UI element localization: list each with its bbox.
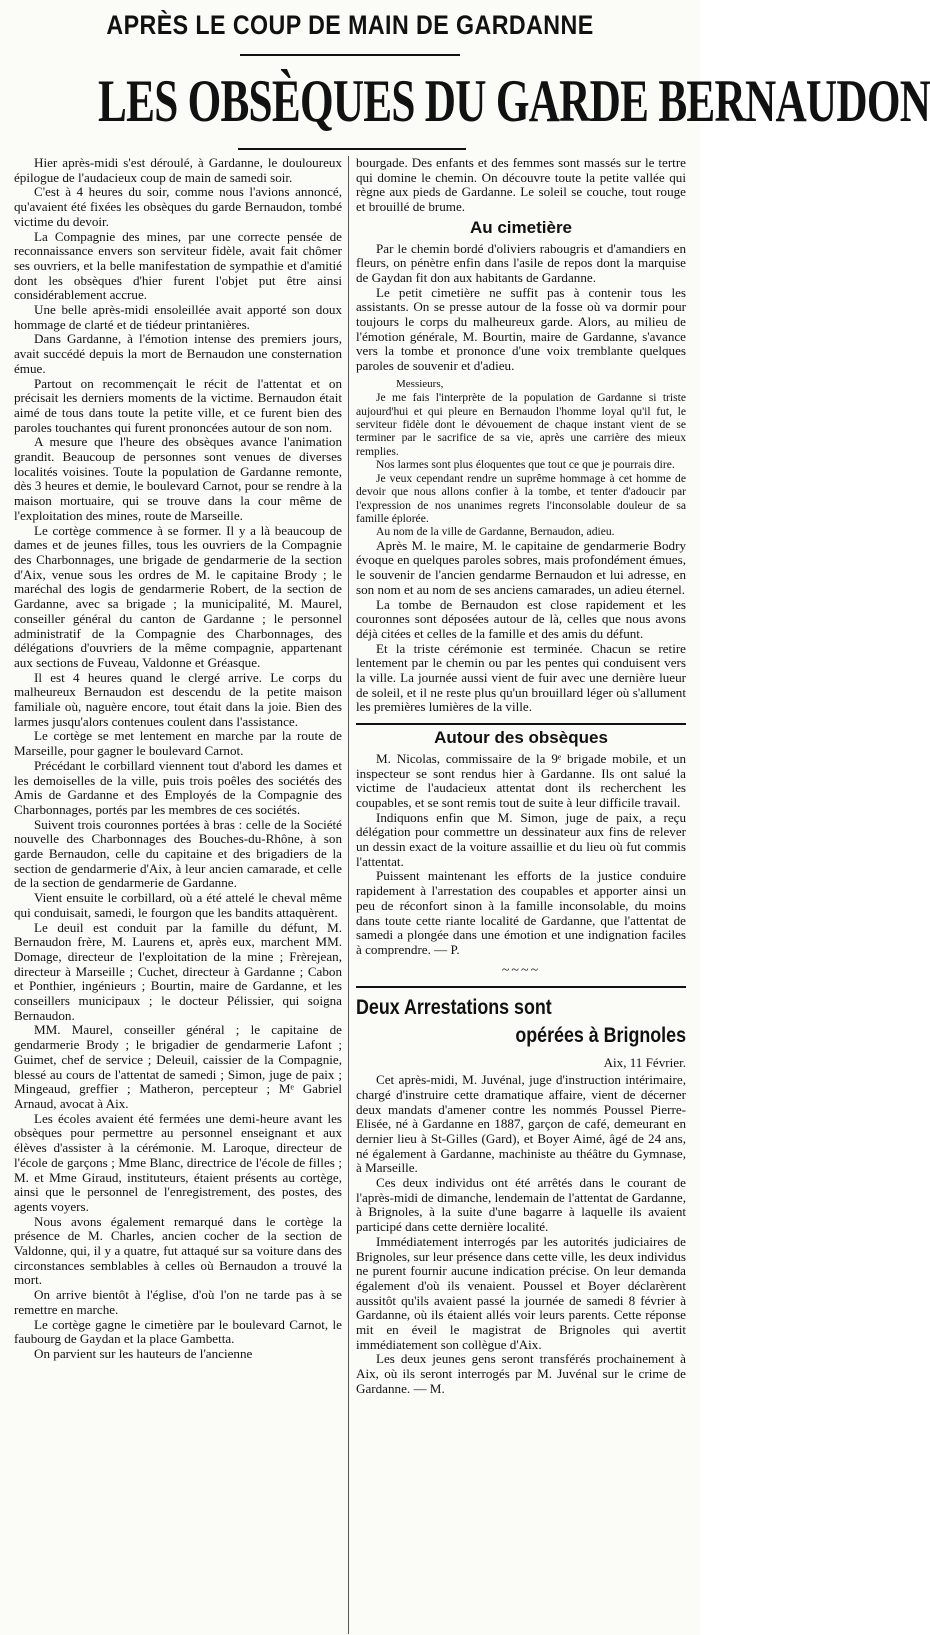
- arrests-headline-line2: opérées à Brignoles: [515, 1024, 686, 1048]
- paragraph: Ces deux individus ont été arrêtés dans le courant de l'après-midi de dimanche, lendemain de l'attentat de Gardanne, à Brignoles, à la suite d'une bagarre à laquelle ils avaient participé dans cette dernière localité.: [356, 1175, 686, 1235]
- paragraph: bourgade. Des enfants et des femmes sont massés sur le tertre qui domine le chemin. On découvre toute la petite vallée qui règne aux pieds de Gardanne. Le soleil se couche, tout rouge et brouillé de brume.: [356, 155, 686, 215]
- paragraph: Indiquons enfin que M. Simon, juge de paix, a reçu délégation pour commettre un dessinateur aux fins de relever un dessin exact de la voiture assaillie et du lieu où fut commis l'attentat.: [356, 809, 686, 869]
- paragraph: Une belle après-midi ensoleillée avait apporté son doux hommage de clarté et de tiédeur printanières.: [14, 302, 342, 332]
- paragraph: Dans Gardanne, à l'émotion intense des premiers jours, avait succédé depuis la mort de Bernaudon une consternation émue.: [14, 331, 342, 376]
- kicker-rule: [240, 54, 460, 56]
- speech-paragraph: Au nom de la ville de Gardanne, Bernaudon, adieu.: [376, 525, 615, 539]
- paragraph: Et la triste cérémonie est terminée. Chacun se retire lentement par le chemin ou par les pentes qui conduisent vers la ville. La journée aussi vient de fuir avec une dernière lueur de soleil, et il ne reste plus qu'un brouillard léger où s'allument les premières lumières de la ville.: [356, 640, 686, 715]
- paragraph: Nous avons également remarqué dans le cortège la présence de M. Charles, ancien cocher de la section de Valdonne, qui, il y a quatre, fut attaqué sur sa voiture dans des circonstances semblables à celles où Bernaudon a trouvé la mort.: [14, 1213, 342, 1288]
- paragraph: Le cortège gagne le cimetière par le boulevard Carnot, le faubourg de Gaydan et la place Gambetta.: [14, 1316, 342, 1347]
- paragraph: Partout on recommençait le récit de l'attentat et on précisait les derniers moments de la victime. Bernaudon était aimé de tous dans toute la petite ville, et ce furent bien des paroles touchantes qui furent prononcées autour de son nom.: [14, 375, 342, 435]
- main-headline: LES OBSÈQUES DU GARDE BERNAUDON: [97, 68, 930, 134]
- speech-paragraph: Nos larmes sont plus éloquentes que tout ce que je pourrais dire.: [376, 458, 675, 472]
- paragraph: A mesure que l'heure des obsèques avance l'animation grandit. Beaucoup de personnes sont venues de diverses localités voisines. Toute la population de Gardanne remonte, dès 3 heures et demie, le boulevard Carnot, pour se rendre à la maison mortuaire, qui se trouve dans la cour même de l'exploitation des mines, route de Marseille.: [14, 434, 342, 523]
- speech-salutation: Messieurs,: [396, 377, 444, 390]
- paragraph: Après M. le maire, M. le capitaine de gendarmerie Bodry évoque en quelques paroles sobres, mais profondément émues, le souvenir de l'ancien gendarme Bernaudon et lui adresse, en son nom et au nom de ses anciens camarades, un adieu éternel.: [356, 537, 686, 597]
- ornament-divider: ~~~~: [501, 962, 541, 978]
- paragraph: Précédant le corbillard viennent tout d'abord les dames et les demoiselles de la ville, puis trois poêles des sociétés des Amis de Gardanne et des Employés de la Compagnie des Charbonnages, portés par les membres de ces sociétés.: [14, 757, 342, 817]
- paragraph: Hier après-midi s'est déroulé, à Gardanne, le douloureux épilogue de l'audacieux coup de main de samedi soir.: [14, 155, 342, 185]
- arrests-headline: [356, 994, 686, 1050]
- dateline: Aix, 11 Février.: [603, 1055, 686, 1071]
- paragraph: C'est à 4 heures du soir, comme nous l'avions annoncé, qu'avaient été fixées les obsèques du garde Bernaudon, tombé victime du devoir.: [14, 184, 342, 229]
- paragraph: La Compagnie des mines, par une correcte pensée de reconnaissance envers son serviteur fidèle, avait fait chômer ses ouvriers, et la belle manifestation de sympathie et d'amitié dont les obsèques d'hier furent l'objet put être ainsi considérablement accrue.: [14, 228, 342, 303]
- paragraph: M. Nicolas, commissaire de la 9ᵉ brigade mobile, et un inspecteur se sont rendus hier à Gardanne. Ils ont salué la victime de l'audacieux attentat dont ils recherchent les coupables, et se sont remis tout de suite à leur difficile travail.: [356, 750, 686, 810]
- paragraph: La tombe de Bernaudon est close rapidement et les couronnes sont déposées autour de là, celles que nous avons déjà citées et celles de la famille et des amis du défunt.: [356, 596, 686, 641]
- arrests-headline-line1: Deux Arrestations sont: [356, 996, 552, 1020]
- paragraph: Cet après-midi, M. Juvénal, juge d'instruction intérimaire, chargé d'instruire cette dramatique affaire, vient de décerner deux mandats d'amener contre les nommés Poussel Pierre-Elisée, né à Gardanne en 1887, garçon de café, demeurant en dernier lieu à St-Gilles (Gard), et Boyer Aimé, âgé de 24 ans, né également à Gardanne, machiniste au théâtre du Gymnase, à Marseille.: [356, 1072, 686, 1176]
- paragraph: Suivent trois couronnes portées à bras : celle de la Société nouvelle des Charbonnages des Bouches-du-Rhône, à son garde Bernaudon, celle du capitaine et des brigadiers de la section de gendarmerie d'Aix, à leur ancien camarade, et celle de la section de gendarmerie de Gardanne.: [14, 816, 342, 891]
- paragraph: Immédiatement interrogés par les autorités judiciaires de Brignoles, sur leur présence dans cette ville, les deux individus ne purent fournir aucune indication précise. On leur demanda également d'où ils venaient. Poussel et Boyer déclarèrent aussitôt qu'ils avaient passé la journée de samedi 8 février à Gardanne, où ils étaient allés voir leurs parents. Cette réponse mit en éveil le magistrat de Brignoles qui avertit immédiatement son collègue d'Aix.: [356, 1233, 686, 1352]
- paragraph: Les deux jeunes gens seront transférés prochainement à Aix, où ils seront interrogés par M. Juvénal sur le crime de Gardanne. — M.: [356, 1351, 686, 1396]
- paragraph: Le cortège commence à se former. Il y a là beaucoup de dames et de jeunes filles, tous les ouvriers de la Compagnie des Charbonnages, une brigade de gendarmerie de la section d'Aix, venue sous les ordres de M. le capitaine Brody ; le maréchal des logis de gendarmerie Robert, de la section de Gardanne, avec sa brigade ; la municipalité, M. Maurel, conseiller général du canton de Gardanne ; le personnel administratif de la Compagnie des Charbonnages, des délégations d'ouvriers de la même compagnie, appartenant aux sections de Fuveau, Valdonne et Gréasque.: [14, 522, 342, 670]
- paragraph: Vient ensuite le corbillard, où a été attelé le cheval même qui conduisait, samedi, le fourgon que les bandits attaquèrent.: [14, 890, 342, 920]
- paragraph: On arrive bientôt à l'église, d'où l'on ne tarde pas à se remettre en marche.: [14, 1287, 342, 1317]
- paragraph: Par le chemin bordé d'oliviers rabougris et d'amandiers en fleurs, on pénètre enfin dans l'asile de repos dont la marquise de Gaydan fit don aux habitants de Gardanne.: [356, 240, 686, 285]
- paragraph: Le deuil est conduit par la famille du défunt, M. Bernaudon frère, M. Laurens et, après eux, marchent MM. Domage, directeur de l'exploitation de la mine ; Frèrejean, directeur à Marseille ; Cuchet, directeur à Gardanne ; Cabon et Ponthier, ingénieurs ; Bourtin, maire de Gardanne, et les conseillers municipaux ; le docteur Pélissier, qui soigna Bernaudon.: [14, 919, 342, 1023]
- headline-rule: [238, 148, 466, 150]
- kicker-title: APRÈS LE COUP DE MAIN DE GARDANNE: [106, 10, 594, 40]
- speech-paragraph: Je veux cependant rendre un suprême hommage à cet homme de devoir que nous allons confier à la tombe, et tenter d'adoucir par l'expression de nos unanimes regrets l'inconsolable douleur de sa famille éplorée.: [356, 471, 686, 525]
- paragraph: Puissent maintenant les efforts de la justice conduire rapidement à l'arrestation des coupables et apporter ainsi un peu de réconfort sinon à la famille inconsolable, du moins dans toute cette riante localité de Gardanne, que l'attentat de samedi a plongée dans une émotion et une indignation faciles à comprendre. — P.: [356, 868, 686, 957]
- paragraph: On parvient sur les hauteurs de l'ancienne: [34, 1345, 253, 1361]
- section-heading-cemetery: Au cimetière: [469, 217, 573, 237]
- section-heading-around: Autour des obsèques: [434, 728, 608, 748]
- paragraph: Les écoles avaient été fermées une demi-heure avant les obsèques pour permettre au personnel enseignant et aux élèves d'assister à la cérémonie. M. Laroque, directeur de l'école de garçons ; Mme Blanc, directrice de l'école de filles ; M. et Mme Giraud, instituteurs, étaient présents au cortège, ainsi que le personnel de l'enregistrement, des postes, des agents voyers.: [14, 1110, 342, 1214]
- section-rule: [356, 723, 686, 725]
- paragraph: Le cortège se met lentement en marche par la route de Marseille, pour gagner le boulevard Carnot.: [14, 728, 342, 759]
- column-divider: [348, 156, 349, 1634]
- section-rule: [356, 986, 686, 988]
- left-column: [14, 156, 342, 1634]
- right-column: [356, 156, 686, 1634]
- mayor-speech: [356, 378, 686, 539]
- paragraph: Il est 4 heures quand le clergé arrive. Le corps du malheureux Bernaudon est descendu de la petite maison familiale où, naguère encore, tout était dans la joie. Bien des larmes jusqu'alors contenues coulent dans l'assistance.: [14, 669, 342, 729]
- speech-paragraph: Je me fais l'interprète de la population de Gardanne si triste aujourd'hui et qui pleure en Bernaudon l'homme loyal qu'il fut, le serviteur fidèle dont le dévouement de chaque instant vient de se terminer par le sacrifice de sa vie, après une carrière des mieux remplies.: [356, 391, 686, 458]
- paragraph: MM. Maurel, conseiller général ; le capitaine de gendarmerie Brody ; le brigadier de gendarmerie Lafont ; Guimet, chef de service ; Deleuil, caissier de la Compagnie, blessé au cours de l'attentat de samedi ; Simon, juge de paix ; Mingeaud, greffier ; Matheron, percepteur ; Mᵉ Gabriel Arnaud, avocat à Aix.: [14, 1022, 342, 1111]
- paragraph: Le petit cimetière ne suffit pas à contenir tous les assistants. On se presse autour de la fosse où va dormir pour toujours le corps du malheureux garde. Alors, au milieu de l'émotion générale, M. Bourtin, maire de Gardanne, s'avance vers la tombe et prononce d'une voix tremblante quelques paroles de souvenir et d'adieu.: [356, 284, 686, 374]
